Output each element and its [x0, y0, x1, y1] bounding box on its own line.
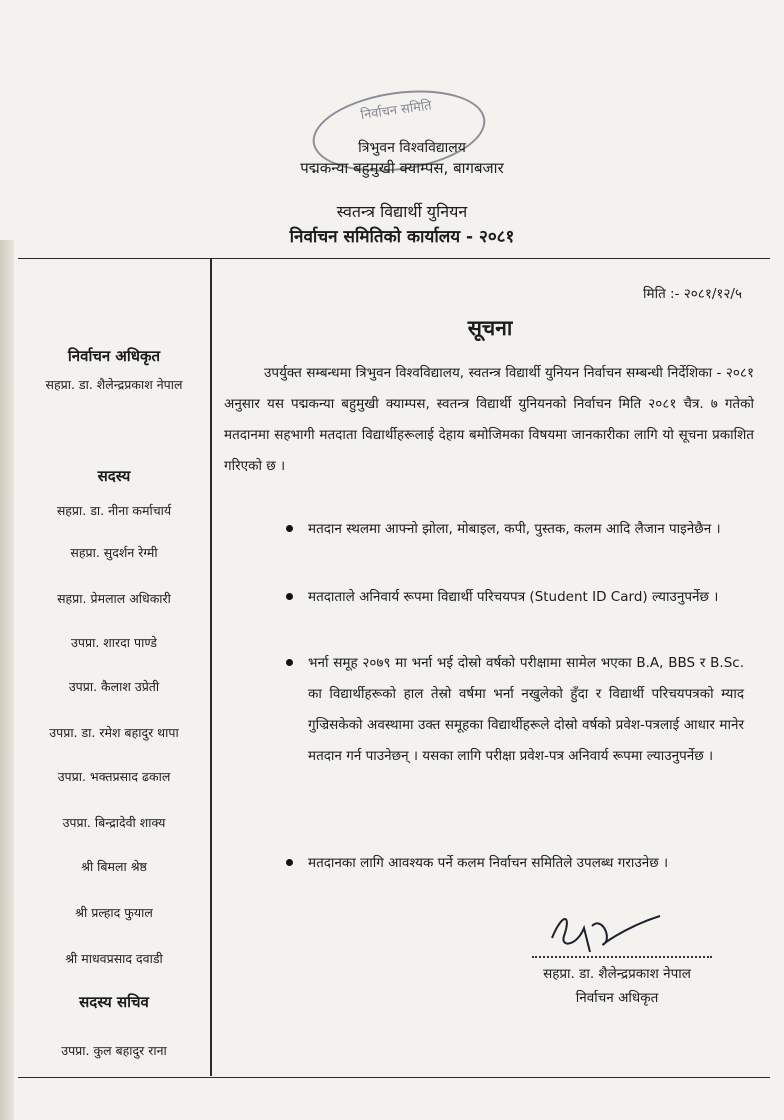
bullet-dot	[286, 525, 293, 532]
secretary-name: उपप्रा. कुल बहादुर राना	[61, 1043, 167, 1058]
officer-name: सहप्रा. डा. शैलेन्द्रप्रकाश नेपाल	[45, 377, 183, 392]
notice-point	[308, 848, 744, 879]
union-name: स्वतन्त्र विद्यार्थी युनियन	[336, 202, 468, 221]
notice-title: सूचना	[467, 316, 513, 340]
notice-point-text: भर्ना समूह २०७९ मा भर्ना भई दोस्रो वर्षको परीक्षामा सामेल भएका B.A, BBS र B.Sc. का विद्यार्थीहरूको हाल तेस्रो वर्षमा भर्ना नखुलेको हुँदा र विद्यार्थी परिचयपत्रको म्याद गुज्रिसकेको अवस्थामा उक्त समूहका विद्यार्थीहरूले दोस्रो वर्षको प्रवेश-पत्रलाई आधार मानेर मतदान गर्न पाउनेछन् । यसका लागि परीक्षा प्रवेश-पत्र अनिवार्य रूपमा ल्याउनुपर्नेछ ।	[308, 655, 744, 764]
notice-point-text: मतदान स्थलमा आफ्नो झोला, मोबाइल, कपी, पुस्तक, कलम आदि लैजान पाइनेछैन ।	[308, 521, 721, 537]
member-item: श्री बिमला श्रेष्ठ	[81, 859, 147, 874]
notice-intro: उपर्युक्त सम्बन्धमा त्रिभुवन विश्वविद्यालय, स्वतन्त्र विद्यार्थी युनियन निर्वाचन सम्बन्धी निर्देशिका - २०८१ अनुसार यस पद्मकन्या बहुमुखी क्याम्पस, स्वतन्त्र विद्यार्थी युनियनको निर्वाचन मिति २०८१ चैत्र. ७ गतेको मतदानमा सहभागी मतदाता विद्यार्थीहरूलाई देहाय बमोजिमका विषयमा जानकारीका लागि यो सूचना प्रकाशित गरिएको छ ।	[224, 365, 754, 474]
member-item: उपप्रा. डा. रमेश बहादुर थापा	[49, 725, 179, 740]
paper-edge	[0, 240, 14, 1120]
officer-heading: निर्वाचन अधिकृत	[67, 347, 161, 365]
secretary-heading: सदस्य सचिव	[79, 993, 149, 1011]
signatory-name: सहप्रा. डा. शैलेन्द्रप्रकाश नेपाल	[543, 966, 691, 982]
bullet-dot	[286, 593, 293, 600]
bullet-dot	[286, 659, 293, 666]
handwritten-signature	[542, 908, 662, 958]
member-item: उपप्रा. कैलाश उप्रेती	[68, 679, 160, 694]
member-item: सहप्रा. सुदर्शन रेग्मी	[70, 545, 158, 560]
column-divider	[210, 258, 212, 1076]
member-item: उपप्रा. बिन्द्रादेवी शाक्य	[62, 815, 166, 830]
notice-point-text: मतदानका लागि आवश्यक पर्ने कलम निर्वाचन समितिले उपलब्ध गराउनेछ ।	[308, 855, 669, 871]
member-item: सहप्रा. प्रेमलाल अधिकारी	[57, 591, 171, 606]
university-name: त्रिभुवन विश्वविद्यालय	[358, 140, 466, 156]
office-title: निर्वाचन समितिको कार्यालय - २०८१	[289, 227, 515, 247]
signatory-title: निर्वाचन अधिकृत	[575, 990, 659, 1006]
members-heading: सदस्य	[97, 467, 131, 485]
notice-point-text: मतदाताले अनिवार्य रूपमा विद्यार्थी परिचयपत्र (Student ID Card) ल्याउनुपर्नेछ ।	[308, 589, 719, 605]
notice-point	[308, 514, 744, 545]
signature-line	[532, 956, 712, 958]
notice-point	[308, 582, 744, 613]
member-item: उपप्रा. भक्तप्रसाद ढकाल	[57, 769, 171, 784]
member-item: सहप्रा. डा. नीना कर्माचार्य	[56, 503, 172, 518]
member-item: उपप्रा. शारदा पाण्डे	[71, 635, 157, 650]
member-item: श्री प्रल्हाद फुयाल	[75, 905, 153, 920]
notice-date: मिति :- २०८१/१२/५	[643, 286, 742, 302]
member-item: श्री माधवप्रसाद दवाडी	[65, 951, 163, 966]
seal-text: निर्वाचन समिति	[359, 98, 433, 124]
bullet-dot	[286, 859, 293, 866]
notice-point	[308, 648, 744, 772]
campus-name: पद्मकन्या बहुमुखी क्याम्पस, बागबजार	[300, 159, 504, 177]
